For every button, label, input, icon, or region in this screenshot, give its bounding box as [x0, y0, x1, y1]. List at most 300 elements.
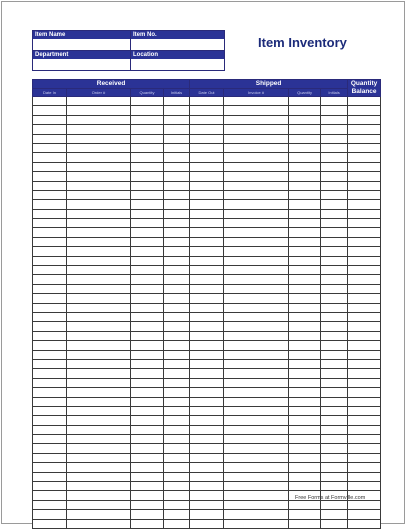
table-cell[interactable] — [289, 472, 321, 481]
table-cell[interactable] — [224, 397, 289, 406]
table-cell[interactable] — [321, 256, 348, 265]
table-cell[interactable] — [164, 510, 190, 519]
table-cell[interactable] — [190, 256, 224, 265]
table-cell[interactable] — [164, 312, 190, 321]
table-cell[interactable] — [33, 284, 67, 293]
table-cell[interactable] — [224, 500, 289, 509]
table-cell[interactable] — [348, 510, 381, 519]
table-cell[interactable] — [224, 303, 289, 312]
table-cell[interactable] — [224, 247, 289, 256]
table-cell[interactable] — [321, 303, 348, 312]
table-cell[interactable] — [321, 181, 348, 190]
table-cell[interactable] — [321, 519, 348, 528]
table-cell[interactable] — [289, 510, 321, 519]
table-cell[interactable] — [67, 209, 131, 218]
table-cell[interactable] — [348, 444, 381, 453]
table-cell[interactable] — [289, 482, 321, 491]
table-cell[interactable] — [131, 228, 164, 237]
table-cell[interactable] — [224, 444, 289, 453]
table-cell[interactable] — [190, 143, 224, 152]
table-cell[interactable] — [289, 97, 321, 106]
table-cell[interactable] — [321, 209, 348, 218]
table-cell[interactable] — [67, 435, 131, 444]
table-cell[interactable] — [164, 388, 190, 397]
table-cell[interactable] — [321, 115, 348, 124]
table-cell[interactable] — [67, 519, 131, 528]
table-cell[interactable] — [33, 294, 67, 303]
table-cell[interactable] — [67, 143, 131, 152]
table-cell[interactable] — [164, 482, 190, 491]
table-cell[interactable] — [289, 406, 321, 415]
table-cell[interactable] — [164, 406, 190, 415]
table-cell[interactable] — [224, 519, 289, 528]
table-cell[interactable] — [131, 181, 164, 190]
table-cell[interactable] — [131, 378, 164, 387]
table-cell[interactable] — [348, 200, 381, 209]
table-cell[interactable] — [131, 322, 164, 331]
table-cell[interactable] — [321, 444, 348, 453]
table-cell[interactable] — [67, 153, 131, 162]
table-cell[interactable] — [33, 181, 67, 190]
table-cell[interactable] — [164, 134, 190, 143]
table-cell[interactable] — [348, 472, 381, 481]
table-cell[interactable] — [67, 416, 131, 425]
table-cell[interactable] — [190, 397, 224, 406]
table-cell[interactable] — [131, 219, 164, 228]
table-cell[interactable] — [131, 491, 164, 500]
table-cell[interactable] — [224, 115, 289, 124]
table-cell[interactable] — [164, 190, 190, 199]
table-cell[interactable] — [348, 284, 381, 293]
table-cell[interactable] — [224, 406, 289, 415]
table-cell[interactable] — [224, 331, 289, 340]
table-cell[interactable] — [164, 200, 190, 209]
table-cell[interactable] — [289, 369, 321, 378]
table-cell[interactable] — [289, 331, 321, 340]
table-cell[interactable] — [67, 312, 131, 321]
table-cell[interactable] — [67, 472, 131, 481]
table-cell[interactable] — [190, 153, 224, 162]
table-cell[interactable] — [131, 256, 164, 265]
table-cell[interactable] — [321, 500, 348, 509]
table-cell[interactable] — [190, 219, 224, 228]
table-cell[interactable] — [321, 266, 348, 275]
table-cell[interactable] — [164, 209, 190, 218]
table-cell[interactable] — [33, 172, 67, 181]
table-cell[interactable] — [321, 275, 348, 284]
table-cell[interactable] — [348, 275, 381, 284]
table-cell[interactable] — [321, 322, 348, 331]
table-cell[interactable] — [321, 247, 348, 256]
table-cell[interactable] — [348, 482, 381, 491]
table-cell[interactable] — [33, 275, 67, 284]
table-cell[interactable] — [164, 115, 190, 124]
table-cell[interactable] — [224, 350, 289, 359]
table-cell[interactable] — [224, 209, 289, 218]
table-cell[interactable] — [190, 453, 224, 462]
table-cell[interactable] — [224, 237, 289, 246]
table-cell[interactable] — [131, 406, 164, 415]
table-cell[interactable] — [33, 219, 67, 228]
table-cell[interactable] — [224, 425, 289, 434]
table-cell[interactable] — [33, 237, 67, 246]
table-cell[interactable] — [131, 416, 164, 425]
table-cell[interactable] — [224, 510, 289, 519]
table-cell[interactable] — [289, 388, 321, 397]
table-cell[interactable] — [67, 388, 131, 397]
table-cell[interactable] — [164, 219, 190, 228]
table-cell[interactable] — [190, 247, 224, 256]
table-cell[interactable] — [348, 303, 381, 312]
table-cell[interactable] — [348, 425, 381, 434]
table-cell[interactable] — [131, 275, 164, 284]
table-cell[interactable] — [131, 134, 164, 143]
table-cell[interactable] — [33, 435, 67, 444]
table-cell[interactable] — [348, 143, 381, 152]
table-cell[interactable] — [190, 369, 224, 378]
table-cell[interactable] — [67, 162, 131, 171]
table-cell[interactable] — [289, 256, 321, 265]
table-cell[interactable] — [348, 500, 381, 509]
table-cell[interactable] — [33, 143, 67, 152]
table-cell[interactable] — [190, 416, 224, 425]
table-cell[interactable] — [321, 143, 348, 152]
table-cell[interactable] — [131, 172, 164, 181]
table-cell[interactable] — [164, 303, 190, 312]
table-cell[interactable] — [289, 219, 321, 228]
table-cell[interactable] — [321, 219, 348, 228]
table-cell[interactable] — [190, 237, 224, 246]
table-cell[interactable] — [164, 294, 190, 303]
table-cell[interactable] — [131, 247, 164, 256]
table-cell[interactable] — [348, 153, 381, 162]
table-cell[interactable] — [289, 172, 321, 181]
table-cell[interactable] — [131, 209, 164, 218]
table-cell[interactable] — [224, 482, 289, 491]
table-cell[interactable] — [33, 453, 67, 462]
location-field[interactable] — [131, 59, 224, 70]
table-cell[interactable] — [348, 97, 381, 106]
table-cell[interactable] — [224, 256, 289, 265]
table-cell[interactable] — [131, 106, 164, 115]
table-cell[interactable] — [33, 190, 67, 199]
table-cell[interactable] — [67, 453, 131, 462]
table-cell[interactable] — [224, 275, 289, 284]
table-cell[interactable] — [131, 482, 164, 491]
table-cell[interactable] — [321, 453, 348, 462]
table-cell[interactable] — [131, 284, 164, 293]
table-cell[interactable] — [33, 209, 67, 218]
table-cell[interactable] — [33, 134, 67, 143]
table-cell[interactable] — [67, 331, 131, 340]
table-cell[interactable] — [190, 359, 224, 368]
table-cell[interactable] — [348, 406, 381, 415]
table-cell[interactable] — [190, 134, 224, 143]
table-cell[interactable] — [289, 322, 321, 331]
table-cell[interactable] — [289, 209, 321, 218]
table-cell[interactable] — [289, 453, 321, 462]
table-cell[interactable] — [67, 425, 131, 434]
table-cell[interactable] — [164, 143, 190, 152]
item-no-field[interactable] — [131, 39, 224, 50]
table-cell[interactable] — [33, 303, 67, 312]
table-cell[interactable] — [190, 209, 224, 218]
table-cell[interactable] — [131, 190, 164, 199]
table-cell[interactable] — [131, 444, 164, 453]
table-cell[interactable] — [348, 397, 381, 406]
table-cell[interactable] — [131, 472, 164, 481]
table-cell[interactable] — [289, 237, 321, 246]
table-cell[interactable] — [321, 172, 348, 181]
table-cell[interactable] — [131, 388, 164, 397]
table-cell[interactable] — [131, 115, 164, 124]
table-cell[interactable] — [33, 397, 67, 406]
table-cell[interactable] — [348, 453, 381, 462]
table-cell[interactable] — [321, 190, 348, 199]
table-cell[interactable] — [164, 425, 190, 434]
table-cell[interactable] — [33, 378, 67, 387]
table-cell[interactable] — [131, 125, 164, 134]
table-cell[interactable] — [190, 172, 224, 181]
table-cell[interactable] — [33, 331, 67, 340]
table-cell[interactable] — [289, 303, 321, 312]
table-cell[interactable] — [348, 312, 381, 321]
table-cell[interactable] — [164, 397, 190, 406]
table-cell[interactable] — [33, 510, 67, 519]
table-cell[interactable] — [348, 125, 381, 134]
table-cell[interactable] — [33, 406, 67, 415]
table-cell[interactable] — [190, 482, 224, 491]
table-cell[interactable] — [164, 322, 190, 331]
table-cell[interactable] — [224, 266, 289, 275]
table-cell[interactable] — [289, 397, 321, 406]
table-cell[interactable] — [33, 425, 67, 434]
table-cell[interactable] — [321, 200, 348, 209]
table-cell[interactable] — [164, 463, 190, 472]
table-cell[interactable] — [67, 322, 131, 331]
table-cell[interactable] — [321, 482, 348, 491]
table-cell[interactable] — [348, 219, 381, 228]
table-cell[interactable] — [289, 444, 321, 453]
table-cell[interactable] — [33, 200, 67, 209]
table-cell[interactable] — [224, 134, 289, 143]
table-cell[interactable] — [164, 416, 190, 425]
table-cell[interactable] — [67, 303, 131, 312]
table-cell[interactable] — [224, 284, 289, 293]
table-cell[interactable] — [33, 359, 67, 368]
table-cell[interactable] — [33, 162, 67, 171]
table-cell[interactable] — [348, 181, 381, 190]
table-cell[interactable] — [190, 519, 224, 528]
table-cell[interactable] — [67, 491, 131, 500]
table-cell[interactable] — [67, 444, 131, 453]
table-cell[interactable] — [164, 247, 190, 256]
table-cell[interactable] — [67, 378, 131, 387]
table-cell[interactable] — [164, 341, 190, 350]
table-cell[interactable] — [190, 190, 224, 199]
table-cell[interactable] — [321, 237, 348, 246]
table-cell[interactable] — [67, 266, 131, 275]
table-cell[interactable] — [348, 341, 381, 350]
table-cell[interactable] — [348, 256, 381, 265]
table-cell[interactable] — [321, 228, 348, 237]
table-cell[interactable] — [289, 284, 321, 293]
table-cell[interactable] — [224, 200, 289, 209]
table-cell[interactable] — [321, 162, 348, 171]
table-cell[interactable] — [164, 162, 190, 171]
table-cell[interactable] — [67, 125, 131, 134]
table-cell[interactable] — [224, 359, 289, 368]
table-cell[interactable] — [224, 472, 289, 481]
table-cell[interactable] — [33, 491, 67, 500]
table-cell[interactable] — [67, 97, 131, 106]
table-cell[interactable] — [67, 510, 131, 519]
table-cell[interactable] — [67, 237, 131, 246]
table-cell[interactable] — [131, 519, 164, 528]
table-cell[interactable] — [164, 106, 190, 115]
table-cell[interactable] — [164, 275, 190, 284]
table-cell[interactable] — [190, 406, 224, 415]
table-cell[interactable] — [131, 341, 164, 350]
table-cell[interactable] — [164, 256, 190, 265]
table-cell[interactable] — [33, 369, 67, 378]
table-cell[interactable] — [224, 172, 289, 181]
table-cell[interactable] — [289, 162, 321, 171]
table-cell[interactable] — [67, 397, 131, 406]
table-cell[interactable] — [131, 312, 164, 321]
table-cell[interactable] — [33, 153, 67, 162]
table-cell[interactable] — [131, 200, 164, 209]
table-cell[interactable] — [67, 247, 131, 256]
table-cell[interactable] — [131, 425, 164, 434]
table-cell[interactable] — [190, 331, 224, 340]
table-cell[interactable] — [289, 153, 321, 162]
table-cell[interactable] — [131, 162, 164, 171]
table-cell[interactable] — [67, 134, 131, 143]
table-cell[interactable] — [33, 256, 67, 265]
table-cell[interactable] — [67, 172, 131, 181]
table-cell[interactable] — [164, 97, 190, 106]
table-cell[interactable] — [164, 228, 190, 237]
table-cell[interactable] — [190, 341, 224, 350]
table-cell[interactable] — [67, 463, 131, 472]
table-cell[interactable] — [321, 472, 348, 481]
table-cell[interactable] — [190, 162, 224, 171]
table-cell[interactable] — [224, 106, 289, 115]
table-cell[interactable] — [67, 200, 131, 209]
table-cell[interactable] — [67, 219, 131, 228]
table-cell[interactable] — [224, 491, 289, 500]
table-cell[interactable] — [190, 312, 224, 321]
table-cell[interactable] — [131, 350, 164, 359]
table-cell[interactable] — [289, 378, 321, 387]
table-cell[interactable] — [348, 190, 381, 199]
table-cell[interactable] — [190, 125, 224, 134]
table-cell[interactable] — [33, 322, 67, 331]
table-cell[interactable] — [33, 519, 67, 528]
table-cell[interactable] — [190, 97, 224, 106]
table-cell[interactable] — [321, 378, 348, 387]
table-cell[interactable] — [348, 369, 381, 378]
table-cell[interactable] — [67, 350, 131, 359]
item-name-field[interactable] — [33, 39, 130, 50]
table-cell[interactable] — [131, 331, 164, 340]
table-cell[interactable] — [131, 359, 164, 368]
table-cell[interactable] — [224, 219, 289, 228]
table-cell[interactable] — [321, 388, 348, 397]
table-cell[interactable] — [289, 359, 321, 368]
table-cell[interactable] — [131, 463, 164, 472]
table-cell[interactable] — [33, 97, 67, 106]
department-field[interactable] — [33, 59, 130, 70]
table-cell[interactable] — [348, 237, 381, 246]
table-cell[interactable] — [33, 228, 67, 237]
table-cell[interactable] — [289, 143, 321, 152]
table-cell[interactable] — [321, 341, 348, 350]
table-cell[interactable] — [289, 125, 321, 134]
table-cell[interactable] — [224, 181, 289, 190]
table-cell[interactable] — [190, 491, 224, 500]
table-cell[interactable] — [164, 266, 190, 275]
table-cell[interactable] — [164, 435, 190, 444]
table-cell[interactable] — [67, 482, 131, 491]
table-cell[interactable] — [190, 378, 224, 387]
table-cell[interactable] — [321, 463, 348, 472]
table-cell[interactable] — [190, 388, 224, 397]
table-cell[interactable] — [224, 463, 289, 472]
table-cell[interactable] — [321, 369, 348, 378]
table-cell[interactable] — [33, 444, 67, 453]
table-cell[interactable] — [289, 435, 321, 444]
table-cell[interactable] — [190, 472, 224, 481]
table-cell[interactable] — [289, 134, 321, 143]
table-cell[interactable] — [321, 312, 348, 321]
table-cell[interactable] — [131, 397, 164, 406]
table-cell[interactable] — [321, 134, 348, 143]
table-cell[interactable] — [321, 284, 348, 293]
table-cell[interactable] — [190, 294, 224, 303]
table-cell[interactable] — [224, 341, 289, 350]
table-cell[interactable] — [348, 331, 381, 340]
table-cell[interactable] — [164, 491, 190, 500]
table-cell[interactable] — [67, 115, 131, 124]
table-cell[interactable] — [190, 322, 224, 331]
table-cell[interactable] — [289, 228, 321, 237]
table-cell[interactable] — [131, 500, 164, 509]
table-cell[interactable] — [224, 435, 289, 444]
table-cell[interactable] — [33, 388, 67, 397]
table-cell[interactable] — [67, 500, 131, 509]
table-cell[interactable] — [289, 425, 321, 434]
table-cell[interactable] — [321, 510, 348, 519]
table-cell[interactable] — [289, 312, 321, 321]
table-cell[interactable] — [224, 143, 289, 152]
table-cell[interactable] — [164, 444, 190, 453]
table-cell[interactable] — [289, 181, 321, 190]
table-cell[interactable] — [190, 115, 224, 124]
table-cell[interactable] — [164, 359, 190, 368]
table-cell[interactable] — [224, 388, 289, 397]
table-cell[interactable] — [224, 378, 289, 387]
table-cell[interactable] — [67, 190, 131, 199]
table-cell[interactable] — [348, 435, 381, 444]
table-cell[interactable] — [67, 341, 131, 350]
table-cell[interactable] — [224, 453, 289, 462]
table-cell[interactable] — [224, 322, 289, 331]
table-cell[interactable] — [348, 322, 381, 331]
table-cell[interactable] — [348, 209, 381, 218]
table-cell[interactable] — [67, 275, 131, 284]
